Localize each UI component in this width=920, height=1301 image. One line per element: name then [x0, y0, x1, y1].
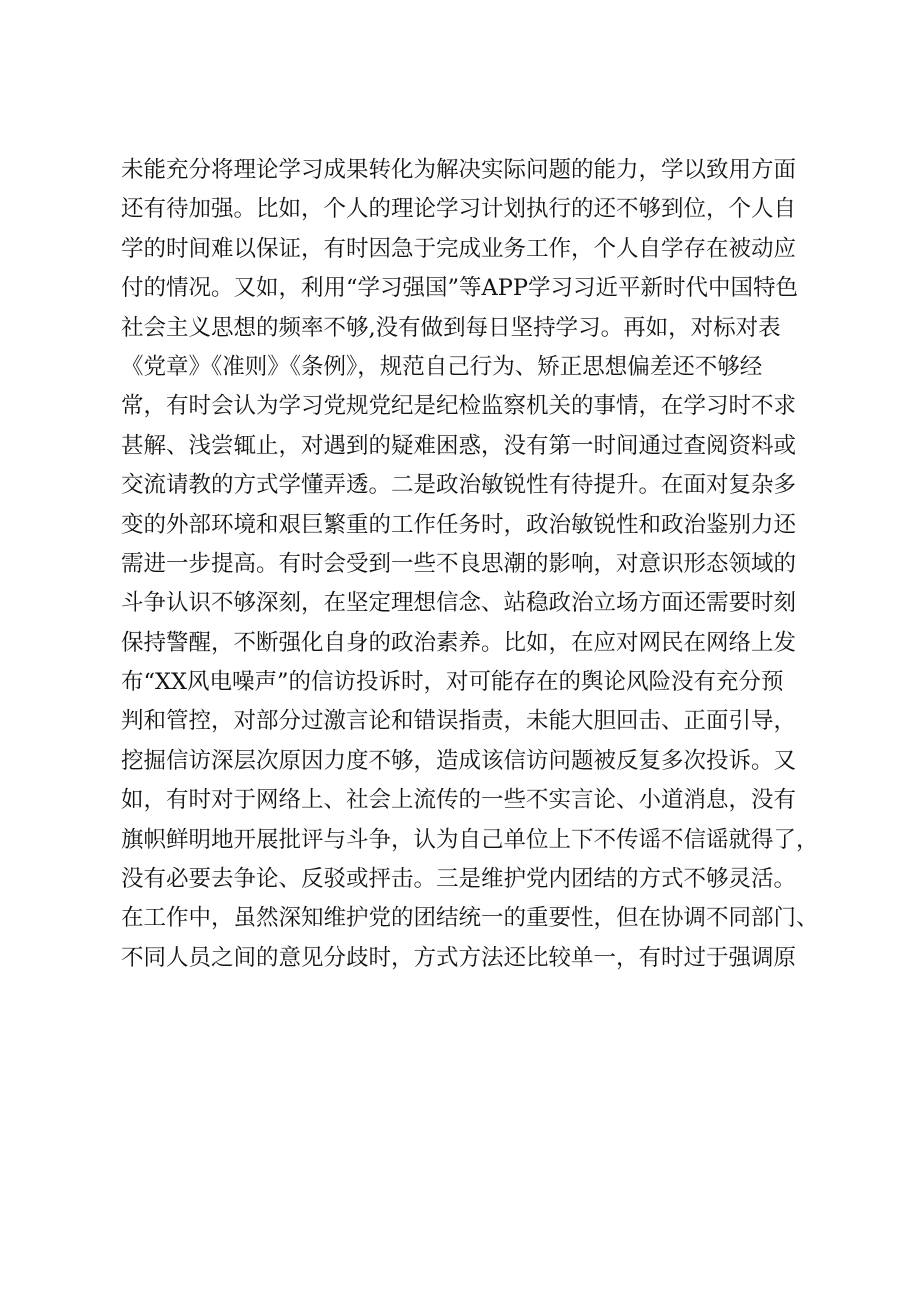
text-line: 斗争认识不够深刻，在坚定理想信念、站稳政治立场方面还需要时刻 [121, 590, 797, 617]
text-line: 社会主义思想的频率不够,没有做到每日坚持学习。再如，对标对表 [121, 314, 781, 341]
body-text [121, 151, 831, 978]
text-line: 在工作中，虽然深知维护党的团结统一的重要性，但在协调不同部门、 [121, 905, 819, 932]
text-line: 需进一步提高。有时会受到一些不良思潮的影响，对意识形态领域的 [121, 550, 797, 577]
text-line: 《党章》《准则》《条例》，规范自己行为、矫正思想偏差还不够经 [121, 353, 763, 380]
text-line: 判和管控，对部分过激言论和错误指责，未能大胆回击、正面引导， [121, 708, 797, 735]
text-line: 保持警醒，不断强化自身的政治素养。比如，在应对网民在网络上发 [121, 629, 797, 656]
text-line: 变的外部环境和艰巨繁重的工作任务时，政治敏锐性和政治鉴别力还 [121, 511, 797, 538]
text-line: 交流请教的方式学懂弄透。二是政治敏锐性有待提升。在面对复杂多 [121, 472, 797, 499]
text-line: 如，有时对于网络上、社会上流传的一些不实言论、小道消息，没有 [121, 787, 797, 814]
text-line: 没有必要去争论、反驳或抨击。三是维护党内团结的方式不够灵活。 [121, 866, 797, 893]
text-line: 挖掘信访深层次原因力度不够，造成该信访问题被反复多次投诉。又 [121, 747, 797, 774]
text-line: 甚解、浅尝辄止，对遇到的疑难困惑，没有第一时间通过查阅资料或 [121, 432, 797, 459]
text-line: 不同人员之间的意见分歧时，方式方法还比较单一，有时过于强调原 [121, 944, 797, 971]
text-line: 未能充分将理论学习成果转化为解决实际问题的能力，学以致用方面 [121, 157, 797, 183]
text-line: 付的情况。又如，利用“学习强国”等APP学习习近平新时代中国特色 [121, 275, 799, 302]
text-line: 常，有时会认为学习党规党纪是纪检监察机关的事情，在学习时不求 [121, 393, 797, 420]
text-line: 布“XX风电噪声”的信访投诉时，对可能存在的舆论风险没有充分预 [121, 669, 784, 696]
text-line: 旗帜鲜明地开展批评与斗争，认为自己单位上下不传谣不信谣就得了， [121, 826, 819, 853]
text-line: 学的时间难以保证，有时因急于完成业务工作，个人自学存在被动应 [121, 235, 797, 262]
text-line: 还有待加强。比如，个人的理论学习计划执行的还不够到位，个人自 [121, 196, 797, 223]
